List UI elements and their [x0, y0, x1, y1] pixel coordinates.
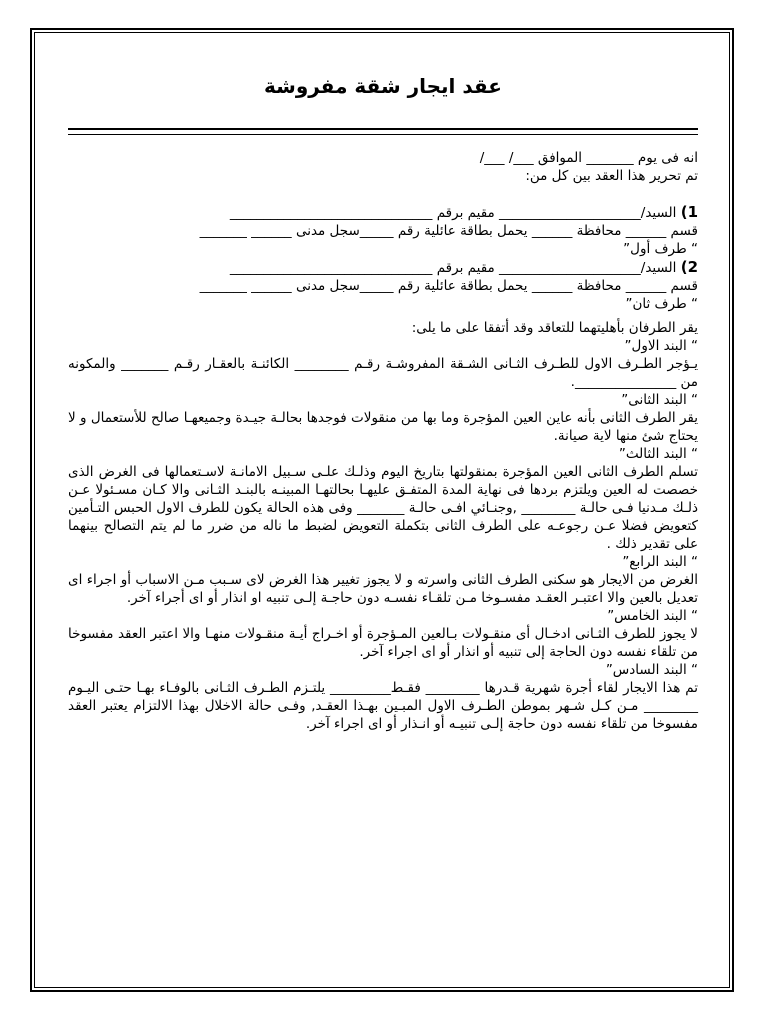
- clause-5: [68, 607, 698, 661]
- contract-document: [68, 60, 698, 733]
- clause-4: [68, 553, 698, 607]
- party2-line2: قسم ______ محافظة ______ يحمل بطاقة عائلية رقم _____سجل مدنى ______ _______: [199, 278, 698, 294]
- intro-date-line: انه فى يوم _______ الموافق ___/ ___/: [479, 150, 698, 166]
- party1-line2: قسم ______ محافظة ______ يحمل بطاقة عائلية رقم _____سجل مدنى ______ _______: [199, 223, 698, 239]
- clause-5-text: لا يجوز للطرف الثـانى ادخـال أى منقـولات بـالعين المـؤجرة أو اخـراج أيـة منقـولات منهـا والا اعتبر العقد مفسوخا من تلقاء نفسه دون الحاجة إلى تنبيه أو انذار أو اى اجراء آخر.: [68, 626, 698, 660]
- party2-number: 2): [680, 258, 698, 276]
- party1-number: 1): [680, 203, 698, 221]
- clause-6: [68, 661, 698, 733]
- clause-4-text: الغرض من الايجار هو سكنى الطرف الثانى واسرته و لا يجوز تغيير هذا الغرض لاى سـبب مـن الاسباب أو اجراء اى تعديل بالعين والا اعتبـر العقـد مفسـوخا مـن تلقـاء نفسـه دون حاجـة إلـى تنبيه او انذار أو اى أجراء آخر.: [68, 572, 698, 606]
- clause-6-text: تم هذا الايجار لقاء أجرة شهرية قـدرها ________ فقـط_________ يلتـزم الطـرف الثـانى بالوفـاء بهـا حتـى اليـوم ________ مـن كـل شـهر بموطن الطـرف الاول المبـين بهـذا العقـد, وفـى حالة الاخلال بهذا الالتزام يعتبر العقد مفسوخا من تلقاء نفسه دون حاجة إلـى تنبيـه أو انـذار أو اى اجراء آخر.: [68, 680, 698, 732]
- party1-line1: [68, 203, 698, 222]
- clause-2-text: يقر الطرف الثانى بأنه عاين العين المؤجرة وما بها من منقولات فوجدها بحالـة جيـدة وجميعهـا صالح للأستعمال و لا يحتاج شئ منها لاية صيانة.: [68, 410, 698, 444]
- party1-label: “ طرف أول”: [623, 241, 698, 257]
- clause-3-heading: “ البند الثالث”: [618, 446, 698, 462]
- clause-5-heading: “ البند الخامس”: [607, 608, 698, 624]
- intro-parties-line: تم تحرير هذا العقد بين كل من:: [525, 168, 698, 184]
- clause-6-heading: “ البند السادس”: [605, 662, 698, 678]
- clause-4-heading: “ البند الرابع”: [622, 554, 698, 570]
- clause-3-text: تسلم الطرف الثانى العين المؤجرة بمنقولتها بتاريخ اليوم وذلـك علـى سـبيل الامانـة لاسـتعمالها فى الغرض الذى خصصت له العين ويلتزم بردها فى نهاية المدة المتفـق عليهـا بحالتهـا المبينـه بالبنـد الثـانى والا كـان مسـئولا عـن ذلـك مـدنيا فـى حالـة ________ ,وجنـائي افـى حالـة _______ وفى هذه الحالة يكون للطرف الاول الحبس التـأمين كتعويض فضلا عـن رجوعـه على الطرف الثانى بتكملة التعويض لضبط ما ناله من ضرر ما لم يتم التصالح بينهما على تقدير ذلك .: [68, 464, 698, 552]
- clause-2-heading: “ البند الثانى”: [621, 392, 698, 408]
- clause-2: [68, 391, 698, 445]
- clause-1-heading: “ البند الاول”: [624, 338, 698, 354]
- clause-3: [68, 445, 698, 553]
- clause-1-text: يـؤجر الطـرف الاول للطـرف الثـانى الشـقة المفروشـة رقـم ________ الكائنـة بالعقـار رقـم _______ والمكونه من _______________.: [68, 356, 698, 390]
- party1-name-address: السيد/_____________________ مقيم برقم ______________________________: [229, 205, 681, 221]
- clause-1: [68, 337, 698, 391]
- agreement-line: يقر الطرفان بأهليتهما للتعاقد وقد أتفقا على ما يلى:: [411, 320, 698, 336]
- title-divider-thick: [68, 128, 698, 130]
- party2-name-address: السيد/_____________________ مقيم برقم ______________________________: [229, 260, 681, 276]
- party2-label: “ طرف ثان”: [625, 296, 698, 312]
- document-title: عقد ايجار شقة مفروشة: [264, 74, 502, 98]
- party2-line1: [68, 258, 698, 277]
